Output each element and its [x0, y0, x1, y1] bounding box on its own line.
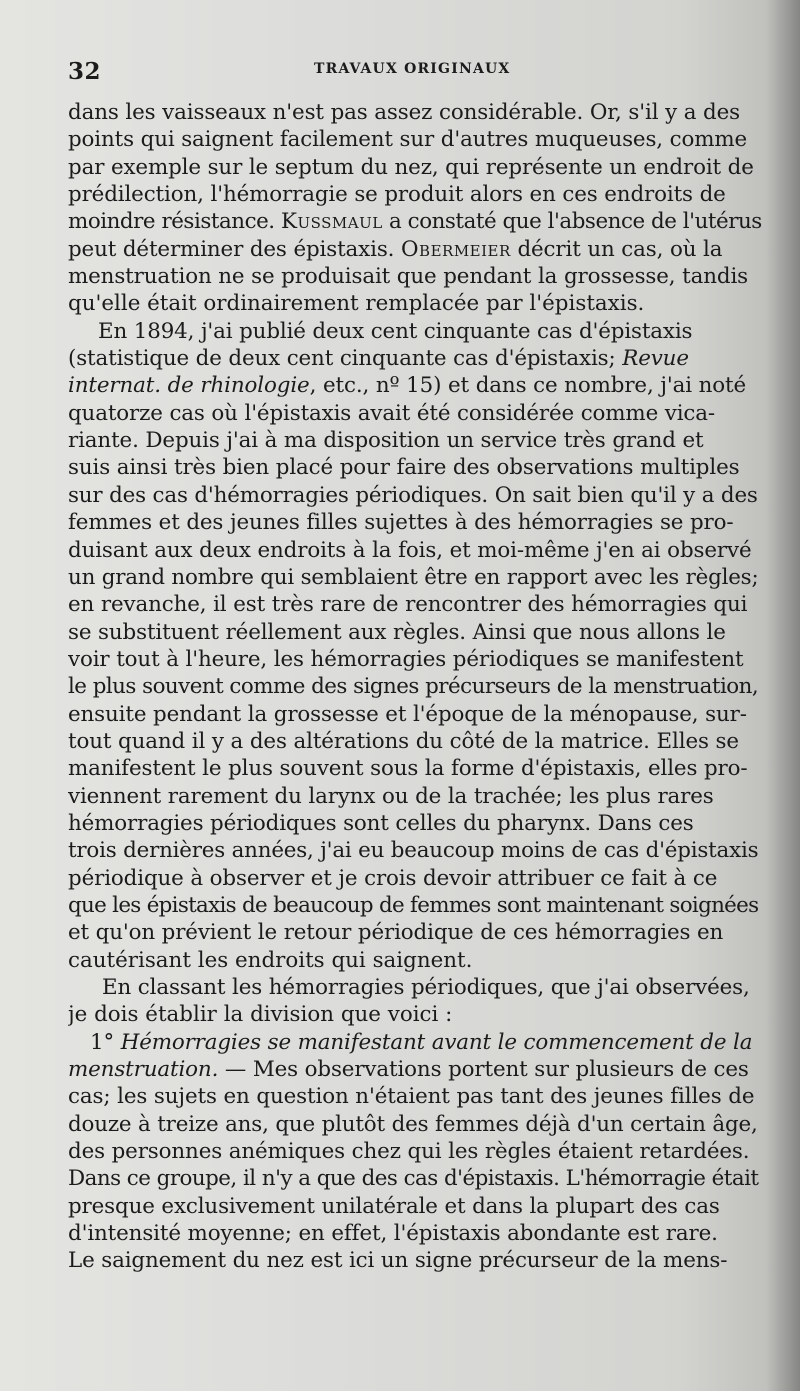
text-line: internat. de rhinologie, etc., nº 15) et dans ce nombre, j'ai noté	[68, 373, 747, 399]
text-line: cautérisant les endroits qui saignent.	[68, 947, 473, 973]
text-line: Le saignement du nez est ici un signe précurseur de la mens-	[68, 1248, 728, 1274]
text-line: que les épistaxis de beaucoup de femmes sont maintenant soignées	[68, 892, 759, 918]
text-line: dans les vaisseaux n'est pas assez considérable. Or, s'il y a des	[68, 100, 740, 125]
text-line: prédilection, l'hémorragie se produit alors en ces endroits de	[68, 182, 726, 208]
text-line: menstruation ne se produisait que pendant la grossesse, tandis	[68, 264, 749, 290]
text-line: et qu'on prévient le retour périodique de ces hémorragies en	[68, 920, 724, 946]
text-line: points qui saignent facilement sur d'autres muqueuses, comme	[68, 127, 748, 153]
text-line: le plus souvent comme des signes précurseurs de la menstruation,	[68, 674, 759, 700]
text-line: sur des cas d'hémorragies périodiques. On sait bien qu'il y a des	[68, 482, 758, 508]
page-number: 32	[68, 58, 102, 85]
page-edge-shadow	[766, 0, 800, 1391]
text-line: suis ainsi très bien placé pour faire des observations multiples	[68, 455, 740, 481]
text-line: quatorze cas où l'épistaxis avait été considérée comme vica-	[68, 400, 715, 426]
text-line: un grand nombre qui semblaient être en rapport avec les règles;	[68, 564, 759, 590]
text-line: riante. Depuis j'ai à ma disposition un service très grand et	[68, 428, 704, 454]
text-line: peut déterminer des épistaxis. Obermeier décrit un cas, où la	[68, 236, 723, 262]
text-line: Dans ce groupe, il n'y a que des cas d'épistaxis. L'hémorragie était	[68, 1166, 759, 1192]
text-line: périodique à observer et je crois devoir attribuer ce fait à ce	[68, 865, 718, 891]
text-line: hémorragies périodiques sont celles du pharynx. Dans ces	[68, 810, 694, 836]
text-line: menstruation. — Mes observations portent sur plusieurs de ces	[68, 1057, 749, 1083]
text-line: femmes et des jeunes filles sujettes à des hémorragies se pro-	[68, 510, 734, 536]
text-line: d'intensité moyenne; en effet, l'épistaxis abondante est rare.	[68, 1221, 718, 1247]
text-line: douze à treize ans, que plutôt des femmes déjà d'un certain âge,	[68, 1111, 758, 1137]
page-header	[68, 58, 758, 90]
text-line: presque exclusivement unilatérale et dans la plupart des cas	[68, 1193, 720, 1219]
text-line: se substituent réellement aux règles. Ainsi que nous allons le	[68, 619, 726, 645]
text-line: cas; les sujets en question n'étaient pas tant des jeunes filles de	[68, 1084, 755, 1110]
text-line: qu'elle était ordinairement remplacée par l'épistaxis.	[68, 291, 645, 317]
text-line: moindre résistance. Kussmaul a constaté que l'absence de l'utérus	[68, 209, 762, 235]
text-line: En 1894, j'ai publié deux cent cinquante cas d'épistaxis	[98, 318, 693, 344]
body-text	[68, 99, 766, 1275]
text-line: En classant les hémorragies périodiques, que j'ai observées,	[102, 975, 750, 1000]
text-line: trois dernières années, j'ai eu beaucoup moins de cas d'épistaxis	[68, 838, 759, 864]
running-head: TRAVAUX ORIGINAUX	[314, 61, 511, 77]
text-line: je dois établir la division que voici :	[68, 1002, 453, 1028]
text-line: (statistique de deux cent cinquante cas d'épistaxis; Revue	[68, 346, 689, 372]
text-line: ensuite pendant la grossesse et l'époque de la ménopause, sur-	[68, 701, 747, 727]
text-line: duisant aux deux endroits à la fois, et moi-même j'en ai observé	[68, 537, 752, 563]
text-line: manifestent le plus souvent sous la forme d'épistaxis, elles pro-	[68, 756, 748, 782]
text-line: des personnes anémiques chez qui les règles étaient retardées.	[68, 1139, 750, 1165]
text-line: voir tout à l'heure, les hémorragies périodiques se manifestent	[68, 646, 744, 672]
text-line: par exemple sur le septum du nez, qui représente un endroit de	[68, 154, 754, 180]
text-line: tout quand il y a des altérations du côté de la matrice. Elles se	[68, 728, 739, 754]
text-line: 1° Hémorragies se manifestant avant le commencement de la	[90, 1029, 753, 1055]
text-line: en revanche, il est très rare de rencontrer des hémorragies qui	[68, 592, 748, 618]
text-line: viennent rarement du larynx ou de la trachée; les plus rares	[68, 783, 714, 809]
